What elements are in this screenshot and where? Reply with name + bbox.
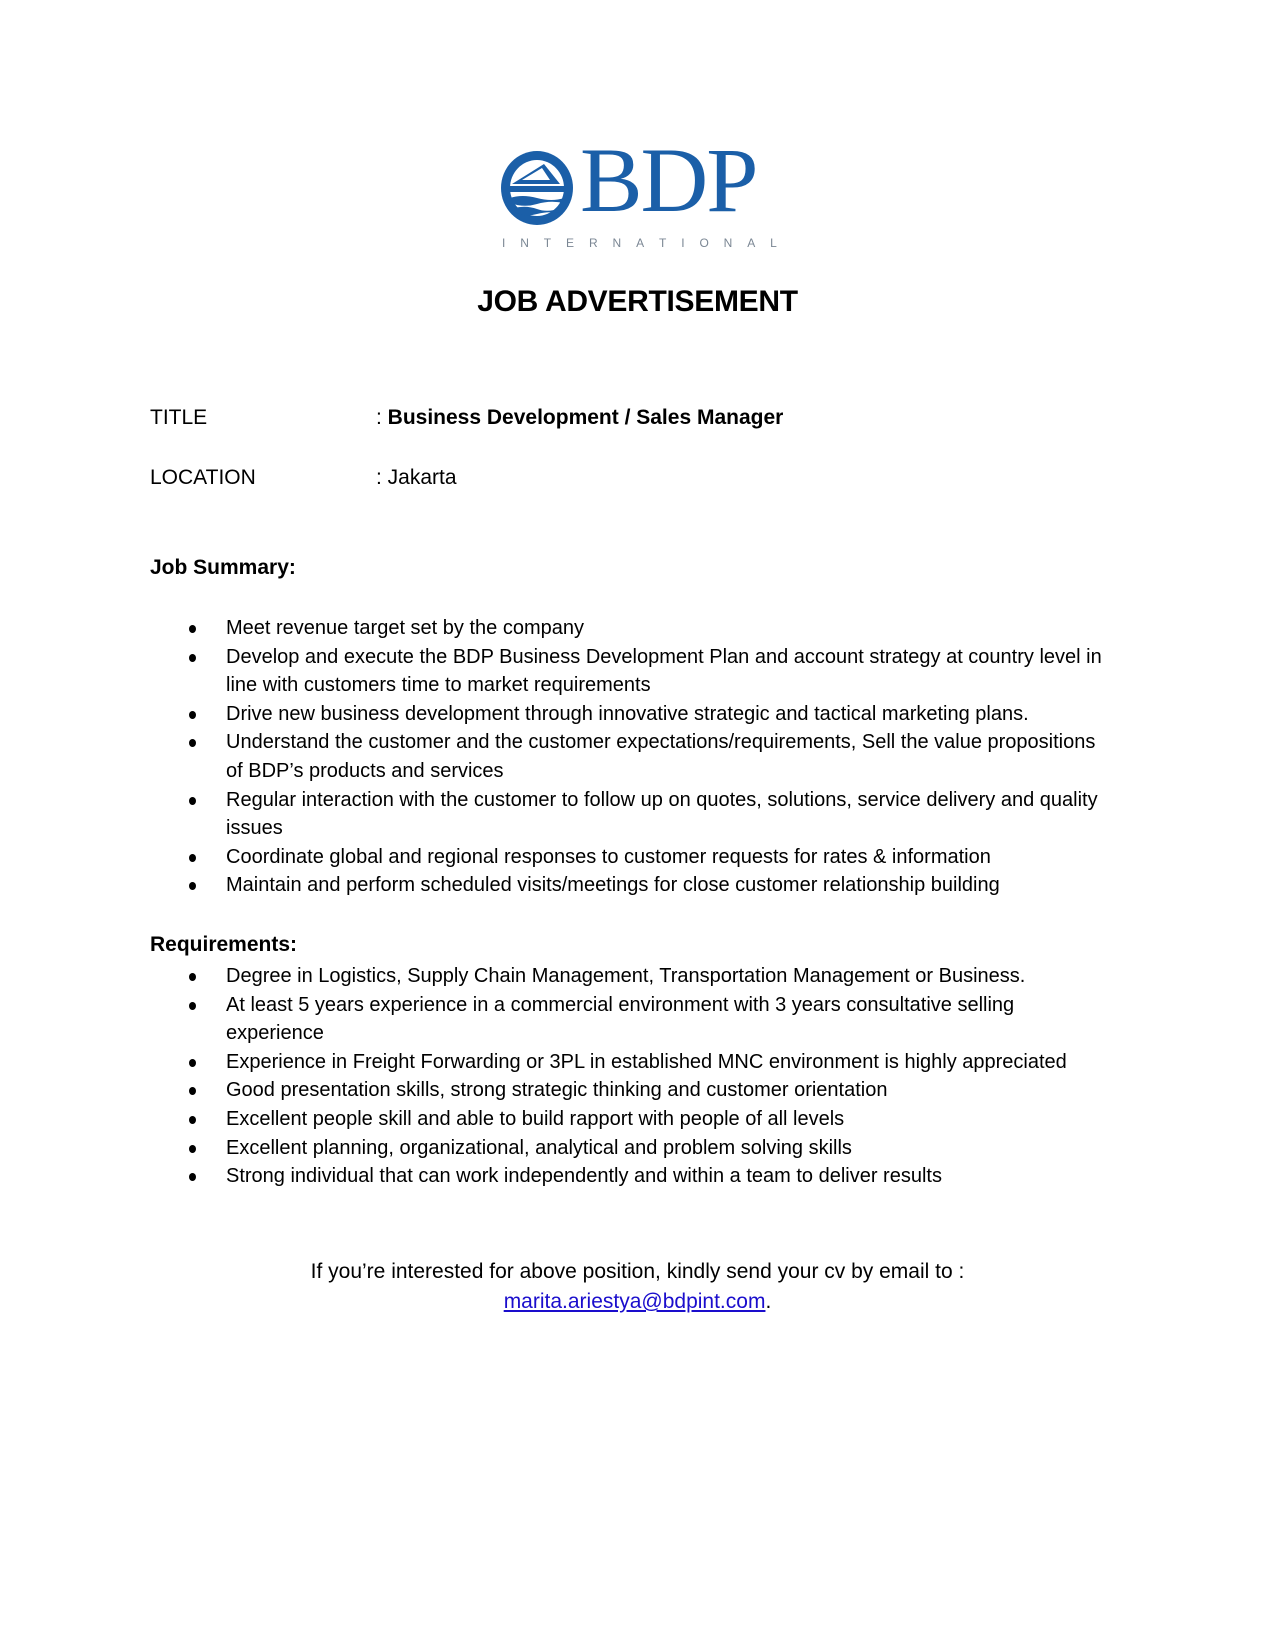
- title-label: TITLE: [150, 406, 208, 429]
- list-item-text: Regular interaction with the customer to follow up on quotes, solutions, service delivery and quality issues: [226, 788, 1098, 840]
- location-separator: :: [376, 466, 388, 489]
- contact-text: If you’re interested for above position, kindly send your cv by email to :: [310, 1260, 965, 1283]
- bullet-icon: [189, 1059, 196, 1067]
- contact-email-line: [0, 1287, 1275, 1317]
- list-item-text: Maintain and perform scheduled visits/meetings for close customer relationship building: [226, 874, 1000, 897]
- job-summary-heading: Job Summary:: [150, 556, 296, 579]
- list-item-text: Degree in Logistics, Supply Chain Management, Transportation Management or Business.: [226, 965, 1026, 987]
- bullet-icon: [189, 797, 196, 805]
- list-item: [0, 643, 1106, 700]
- logo-subtitle-letter: I: [681, 236, 685, 250]
- bullet-icon: [189, 1145, 196, 1153]
- logo-subtitle-letter: N: [723, 236, 733, 250]
- list-item-text: Coordinate global and regional responses to customer requests for rates & information: [226, 845, 991, 868]
- logo-subtitle-letter: I: [502, 236, 506, 250]
- list-item-text: Understand the customer and the customer expectations/requirements, Sell the value propositions of BDP’s products and services: [226, 731, 1096, 782]
- email-trailing-period: .: [765, 1290, 772, 1313]
- bullet-icon: [189, 654, 196, 662]
- list-item: [0, 1048, 1106, 1077]
- requirements-heading: Requirements:: [150, 933, 298, 956]
- bullet-icon: [189, 711, 196, 719]
- list-item: [0, 1162, 1106, 1191]
- logo-subtitle-letter: T: [543, 236, 552, 250]
- location-label: LOCATION: [150, 466, 256, 489]
- logo-subtitle-letter: T: [658, 236, 667, 250]
- logo-subtitle: [502, 236, 777, 250]
- list-item-text: Strong individual that can work independently and within a team to deliver results: [226, 1165, 942, 1188]
- list-item: [0, 962, 1106, 991]
- location-value: Jakarta: [387, 466, 457, 489]
- location-field: [376, 465, 457, 491]
- bullet-icon: [189, 739, 196, 747]
- list-item: [0, 1076, 1106, 1105]
- list-item-text: Meet revenue target set by the company: [226, 617, 584, 639]
- logo-wordmark: BDP: [580, 129, 757, 231]
- bullet-icon: [189, 1116, 196, 1124]
- title-field: [376, 405, 783, 431]
- bullet-icon: [189, 882, 196, 890]
- logo-subtitle-letter: E: [566, 236, 575, 250]
- bullet-icon: [189, 1173, 196, 1181]
- list-item: [0, 843, 1106, 872]
- list-item-text: Experience in Freight Forwarding or 3PL in established MNC environment is highly appreciated: [226, 1050, 1067, 1073]
- logo-subtitle-letter: N: [520, 236, 529, 250]
- bullet-icon: [189, 854, 196, 862]
- logo-subtitle-letter: O: [699, 236, 709, 250]
- list-item-text: Develop and execute the BDP Business Development Plan and account strategy at country level in line with customers time to market requirements: [226, 645, 1102, 697]
- page-title: JOB ADVERTISEMENT: [477, 285, 798, 318]
- logo-subtitle-letter: L: [770, 236, 777, 250]
- list-item: [0, 1105, 1106, 1134]
- title-separator: :: [376, 406, 388, 429]
- list-item: [0, 728, 1106, 785]
- logo-subtitle-letter: A: [636, 236, 645, 250]
- list-item: [0, 786, 1106, 843]
- title-value: Business Development / Sales Manager: [387, 406, 784, 429]
- bdp-globe-icon: [500, 150, 574, 226]
- bullet-icon: [189, 625, 196, 633]
- bullet-icon: [189, 1087, 196, 1095]
- list-item-text: Good presentation skills, strong strategic thinking and customer orientation: [226, 1079, 888, 1102]
- logo-subtitle-letter: A: [747, 236, 756, 250]
- list-item: [0, 700, 1106, 729]
- bullet-icon: [189, 973, 196, 981]
- list-item-text: At least 5 years experience in a commercial environment with 3 years consultative selling experience: [226, 993, 1015, 1045]
- email-link[interactable]: marita.ariestya@bdpint.com: [503, 1290, 766, 1313]
- list-item-text: Excellent planning, organizational, analytical and problem solving skills: [226, 1136, 852, 1159]
- job-summary-list: [0, 614, 1106, 900]
- list-item: [0, 991, 1106, 1048]
- list-item-text: Excellent people skill and able to build rapport with people of all levels: [226, 1107, 845, 1130]
- list-item-text: Drive new business development through innovative strategic and tactical marketing plans.: [226, 702, 1029, 725]
- requirements-list: [0, 962, 1106, 1191]
- list-item: [0, 1134, 1106, 1163]
- list-item: [0, 614, 1106, 643]
- list-item: [0, 871, 1106, 900]
- company-logo: [498, 129, 783, 253]
- logo-subtitle-letter: R: [588, 236, 598, 250]
- logo-subtitle-letter: N: [612, 236, 622, 250]
- bullet-icon: [189, 1002, 196, 1010]
